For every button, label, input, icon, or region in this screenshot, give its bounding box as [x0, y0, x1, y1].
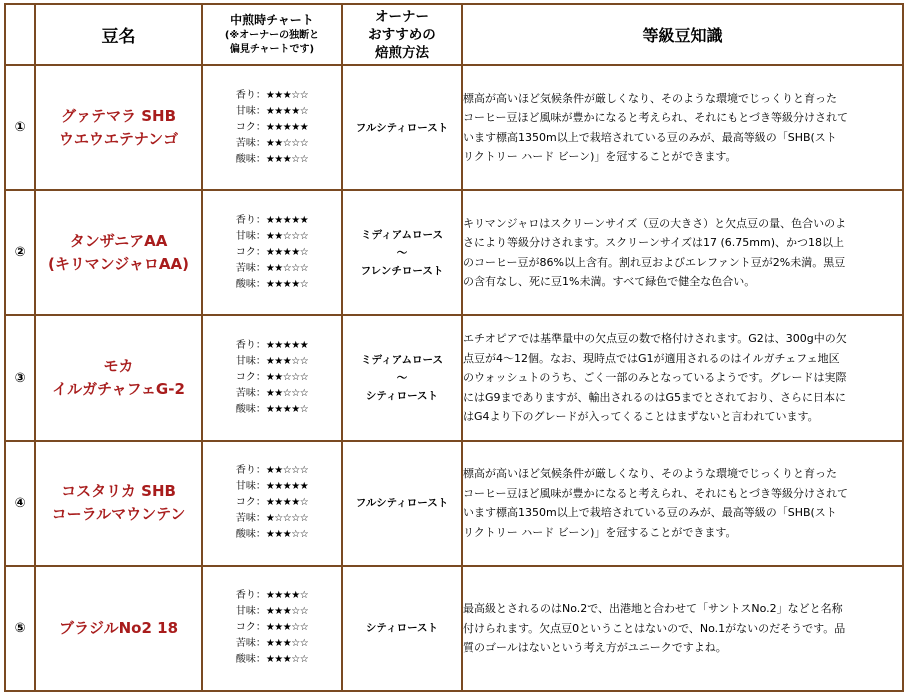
roast-method-line: ミディアムロース — [361, 228, 443, 241]
flavor-separator: ： — [255, 372, 266, 383]
flavor-chart-list — [236, 588, 308, 668]
grade-knowledge-line: コーヒー豆ほど風味が豊かになると考えられ、それにもとづき等級分けされて — [463, 111, 848, 125]
flavor-separator: ： — [255, 465, 266, 477]
flavor-label: 甘味 — [235, 356, 256, 367]
bean-name — [35, 190, 202, 315]
flavor-chart-item — [236, 652, 308, 668]
flavor-chart-item — [236, 511, 308, 527]
flavor-chart-item — [236, 495, 308, 511]
grade-knowledge — [462, 65, 903, 190]
flavor-chart-list — [236, 338, 308, 418]
flavor-label: 甘味 — [235, 606, 256, 618]
grade-knowledge-line: います標高1350m以上で栽培されている豆のみが、最高等級の「SHB(スト — [463, 130, 837, 144]
flavor-chart-item — [236, 636, 308, 652]
flavor-chart-item — [236, 245, 308, 261]
bean-name — [35, 315, 202, 440]
flavor-chart — [202, 566, 342, 691]
flavor-chart-item — [236, 479, 308, 495]
flavor-label: 甘味 — [235, 105, 256, 117]
roast-method — [342, 315, 462, 440]
flavor-separator: ： — [255, 622, 266, 634]
flavor-label: コク — [235, 372, 256, 383]
flavor-chart-item — [236, 527, 308, 543]
bean-name-line: モカ — [103, 357, 134, 375]
flavor-chart-item — [236, 386, 308, 402]
flavor-separator: ： — [255, 497, 266, 509]
roast-method-line: 〜 — [396, 372, 408, 384]
header-knowledge: 等級豆知識 — [462, 4, 903, 65]
roast-method-line: シティロースト — [365, 622, 439, 635]
header-chart-title: 中煎時チャート — [230, 13, 314, 28]
table-row — [5, 190, 903, 315]
flavor-separator: ： — [255, 529, 266, 541]
bean-name-line: イルガチャフェG-2 — [52, 380, 185, 398]
grade-knowledge — [462, 441, 903, 566]
flavor-chart — [202, 441, 342, 566]
flavor-chart-item — [236, 588, 308, 604]
star-rating: ★★★☆☆ — [265, 356, 309, 367]
flavor-label: 酸味 — [235, 404, 256, 415]
flavor-chart-item — [236, 152, 308, 168]
roast-method — [342, 65, 462, 190]
star-rating: ★★☆☆☆ — [265, 137, 309, 149]
bean-name-line: タンザニアAA — [69, 231, 168, 250]
table-row — [5, 65, 903, 190]
grade-knowledge — [462, 190, 903, 315]
roast-method — [342, 190, 462, 315]
roast-method — [342, 441, 462, 566]
flavor-chart-list — [236, 463, 308, 543]
star-rating: ★★☆☆☆ — [265, 262, 309, 274]
flavor-label: 香り — [235, 465, 256, 477]
flavor-chart-list — [236, 213, 308, 293]
header-roast-line-2: おすすめの — [368, 26, 436, 43]
grade-knowledge-line: 標高が高いほど気候条件が厳しくなり、そのような環境でじっくりと育った — [463, 91, 837, 105]
flavor-chart-item — [236, 402, 308, 418]
flavor-separator: ： — [255, 121, 266, 133]
bean-name — [35, 441, 202, 566]
star-rating: ★☆☆☆☆ — [265, 513, 309, 525]
star-rating: ★★☆☆☆ — [265, 388, 309, 399]
star-rating: ★★★★★ — [265, 121, 309, 133]
flavor-chart-item — [236, 338, 308, 354]
bean-name-line: (キリマンジャロAA) — [48, 254, 189, 273]
header-roast — [342, 4, 462, 65]
header-roast-line-3: 焙煎方法 — [375, 44, 429, 61]
header-chart-note-1: (※オーナーの独断と — [224, 30, 320, 42]
flavor-label: 苦味 — [235, 513, 256, 525]
flavor-label: 酸味 — [235, 278, 256, 290]
flavor-separator: ： — [255, 481, 266, 493]
roast-method-line: ミディアムロース — [361, 354, 443, 366]
flavor-chart-item — [236, 213, 308, 229]
flavor-chart-item — [236, 88, 308, 104]
header-row — [5, 4, 903, 65]
flavor-label: 香り — [235, 590, 256, 602]
grade-knowledge-line: はG4より下のグレードが入ってくることはまずないと言われています。 — [463, 410, 819, 424]
grade-knowledge-line: にはG9までありますが、輸出されるのはG5までとされており、さらに日本に — [463, 390, 847, 404]
grade-knowledge-line: エチオピアでは基準量中の欠点豆の数で格付けされます。G2は、300g中の欠 — [463, 332, 847, 346]
flavor-chart-item — [236, 370, 308, 386]
header-chart — [202, 4, 342, 65]
flavor-separator: ： — [255, 89, 266, 101]
grade-knowledge-line: のウォッシュトのうち、ごく一部のみとなっているようです。グレードは実際 — [463, 371, 847, 385]
flavor-separator: ： — [255, 513, 266, 525]
header-number — [5, 4, 35, 65]
bean-name-line: コーラルマウンテン — [51, 505, 186, 524]
grade-knowledge-line: リクトリー ハード ビーン)」を冠することができます。 — [463, 525, 737, 539]
flavor-separator: ： — [255, 606, 266, 618]
flavor-chart-item — [236, 354, 308, 370]
star-rating: ★★★★★ — [265, 214, 309, 226]
row-number: ① — [5, 65, 35, 190]
row-number: ⑤ — [5, 566, 35, 691]
star-rating: ★★★☆☆ — [265, 638, 309, 650]
flavor-chart-item — [236, 277, 308, 293]
roast-method-line: フルシティロースト — [355, 121, 449, 134]
row-number: ② — [5, 190, 35, 315]
grade-knowledge-line: コーヒー豆ほど風味が豊かになると考えられ、それにもとづき等級分けされて — [463, 486, 848, 500]
flavor-chart-item — [236, 620, 308, 636]
star-rating: ★★★☆☆ — [265, 654, 309, 666]
flavor-chart-item — [236, 229, 308, 245]
row-number: ④ — [5, 441, 35, 566]
star-rating: ★★★★★ — [265, 340, 309, 351]
flavor-chart-item — [236, 136, 308, 152]
star-rating: ★★★★★ — [265, 481, 309, 493]
flavor-label: 香り — [235, 214, 256, 226]
flavor-separator: ： — [255, 356, 266, 367]
flavor-chart — [202, 190, 342, 315]
bean-name — [35, 65, 202, 190]
flavor-chart — [202, 65, 342, 190]
header-bean-name: 豆名 — [35, 4, 202, 65]
flavor-label: コク — [235, 121, 256, 133]
roast-method-line: フルシティロースト — [355, 497, 449, 510]
roast-method-line: フレンチロースト — [360, 264, 444, 277]
table-row — [5, 315, 903, 440]
flavor-label: 甘味 — [235, 481, 256, 493]
roast-method — [342, 566, 462, 691]
star-rating: ★★★★☆ — [265, 246, 309, 258]
flavor-separator: ： — [255, 404, 266, 415]
flavor-separator: ： — [255, 230, 266, 242]
flavor-label: 甘味 — [235, 230, 256, 242]
star-rating: ★★★★☆ — [265, 404, 309, 415]
star-rating: ★★★★☆ — [265, 497, 309, 509]
header-chart-note-2: 偏見チャートです) — [229, 44, 315, 56]
grade-knowledge-line: のコーヒー豆が86%以上含有。割れ豆およびエレファント豆が2%未満。黒豆 — [463, 255, 846, 269]
star-rating: ★★★☆☆ — [265, 89, 309, 101]
flavor-label: 苦味 — [235, 388, 256, 399]
flavor-separator: ： — [255, 638, 266, 650]
flavor-label: 香り — [235, 89, 256, 101]
table-row — [5, 441, 903, 566]
bean-name — [35, 566, 202, 691]
star-rating: ★★★★☆ — [265, 105, 309, 117]
grade-knowledge — [462, 315, 903, 440]
flavor-separator: ： — [255, 105, 266, 117]
star-rating: ★★★★☆ — [265, 590, 309, 602]
flavor-label: コク — [235, 497, 256, 509]
grade-knowledge-line: 質のゴールはないという考え方がユニークですよね。 — [463, 641, 727, 655]
header-roast-line-1: オーナー — [375, 8, 429, 25]
flavor-label: 酸味 — [235, 529, 256, 541]
grade-knowledge-line: キリマンジャロはスクリーンサイズ（豆の大きさ）と欠点豆の量、色合いのよ — [463, 216, 847, 230]
grade-knowledge-line: 付けられます。欠点豆0ということはないので、No.1がないのだそうです。品 — [463, 621, 846, 635]
roast-method-line: シティロースト — [365, 390, 439, 402]
grade-knowledge — [462, 566, 903, 691]
flavor-chart-item — [236, 463, 308, 479]
star-rating: ★★☆☆☆ — [265, 465, 309, 477]
grade-knowledge-line: の含有なし、死に豆1%未満。すべて緑色で健全な色合い。 — [463, 275, 756, 289]
flavor-label: 酸味 — [235, 153, 256, 165]
flavor-separator: ： — [255, 262, 266, 274]
flavor-separator: ： — [255, 388, 266, 399]
flavor-label: 苦味 — [235, 638, 256, 650]
table-row — [5, 566, 903, 691]
flavor-label: 香り — [235, 340, 256, 351]
bean-name-line: ウエウエテナンゴ — [58, 129, 179, 148]
flavor-separator: ： — [255, 246, 266, 258]
grade-knowledge-line: リクトリー ハード ビーン)」を冠することができます。 — [463, 150, 737, 164]
row-number: ③ — [5, 315, 35, 440]
flavor-separator: ： — [255, 340, 266, 351]
flavor-chart-item — [236, 104, 308, 120]
grade-knowledge-line: さにより等級分けされます。スクリーンサイズは17 (6.75mm)、かつ18以上 — [463, 236, 845, 250]
bean-name-line: グァテマラ SHB — [60, 106, 176, 125]
flavor-separator: ： — [255, 153, 266, 165]
flavor-separator: ： — [255, 214, 266, 226]
bean-name-line: コスタリカ SHB — [61, 482, 176, 501]
star-rating: ★★★☆☆ — [265, 529, 309, 541]
flavor-chart-list — [236, 88, 308, 168]
flavor-chart — [202, 315, 342, 440]
grade-knowledge-line: 最高級とされるのはNo.2で、出港地と合わせて「サントスNo.2」などと名称 — [463, 602, 843, 616]
coffee-grade-table — [4, 3, 904, 692]
grade-knowledge-line: 標高が高いほど気候条件が厳しくなり、そのような環境でじっくりと育った — [463, 467, 837, 481]
flavor-label: 酸味 — [235, 654, 256, 666]
flavor-chart-item — [236, 261, 308, 277]
flavor-separator: ： — [255, 590, 266, 602]
star-rating: ★★★★☆ — [265, 278, 309, 290]
star-rating: ★★☆☆☆ — [265, 230, 309, 242]
flavor-label: コク — [235, 246, 256, 258]
flavor-separator: ： — [255, 137, 266, 149]
flavor-chart-item — [236, 604, 308, 620]
roast-method-line: 〜 — [396, 246, 408, 259]
star-rating: ★★★☆☆ — [265, 153, 309, 165]
grade-knowledge-line: 点豆が4〜12個。なお、現時点ではG1が適用されるのはイルガチェフェ地区 — [463, 351, 840, 365]
flavor-label: 苦味 — [235, 262, 256, 274]
flavor-label: 苦味 — [235, 137, 256, 149]
star-rating: ★★★☆☆ — [265, 606, 309, 618]
grade-knowledge-line: います標高1350m以上で栽培されている豆のみが、最高等級の「SHB(スト — [463, 506, 837, 520]
star-rating: ★★☆☆☆ — [265, 372, 309, 383]
flavor-label: コク — [235, 622, 256, 634]
flavor-separator: ： — [255, 654, 266, 666]
bean-name-line: ブラジルNo2 18 — [58, 618, 179, 637]
flavor-separator: ： — [255, 278, 266, 290]
flavor-chart-item — [236, 120, 308, 136]
star-rating: ★★★☆☆ — [265, 622, 309, 634]
